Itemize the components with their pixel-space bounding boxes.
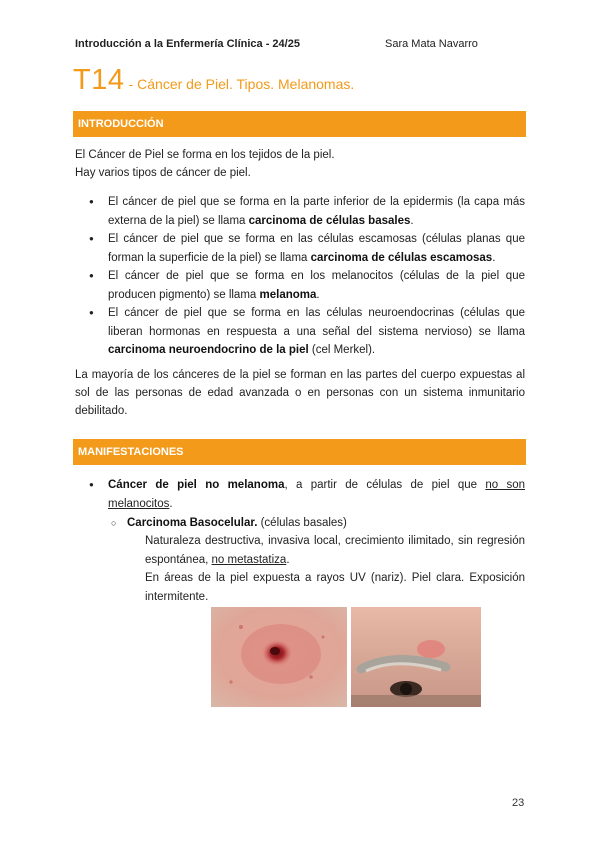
intro-bullet-list (75, 193, 525, 360)
list-item: ● El cáncer de piel que se forma en las células neuroendocrinas (células que liberan hormonas en respuesta a una señal del sistema nervioso) se llama carcinoma neuroendocrino de la piel (cel Merkel). (75, 304, 525, 360)
intro-line-1: El Cáncer de Piel se forma en los tejidos de la piel. (75, 149, 335, 161)
sub-item-basal-cell: ○ Carcinoma Basocelular. (células basales) (127, 514, 525, 533)
list-item: ● El cáncer de piel que se forma en la parte inferior de la epidermis (la capa más externa de la piel) se llama carcinoma de células basales. (75, 193, 525, 230)
list-item: ● El cáncer de piel que se forma en las células escamosas (células planas que forman la superficie de la piel) se llama carcinoma de células escamosas. (75, 230, 525, 267)
topic-title (73, 64, 354, 97)
section-heading-manifestations: MANIFESTACIONES (73, 439, 526, 465)
manifest-bullet-list (75, 476, 525, 513)
lesion-photo-cheek (211, 607, 347, 707)
page-number: 23 (512, 797, 525, 809)
intro-closing-paragraph: La mayoría de los cánceres de la piel se forman en las partes del cuerpo expuestas al sol de las personas de edad avanzada o en personas con un sistema inmunitario debilitado. (75, 369, 525, 417)
page-header (75, 38, 520, 50)
list-item: ● Cáncer de piel no melanoma, a partir de células de piel que no son melanocitos. (75, 476, 525, 513)
lesion-photo-eyebrow (351, 607, 481, 707)
author-name: Sara Mata Navarro (385, 38, 478, 50)
basal-cell-description: Naturaleza destructiva, invasiva local, crecimiento ilimitado, sin regresión espontánea, no metastatiza. (145, 535, 525, 566)
topic-subtitle: Cáncer de Piel. Tipos. Melanomas. (137, 76, 355, 92)
title-separator: - (128, 76, 134, 92)
hollow-bullet-icon: ○ (111, 518, 117, 528)
section-heading-introduction: INTRODUCCIÓN (73, 111, 526, 137)
list-item: ● El cáncer de piel que se forma en los melanocitos (células de la piel que producen pigmento) se llama melanoma. (75, 267, 525, 304)
basal-cell-exposure: En áreas de la piel expuesta a rayos UV (nariz). Piel clara. Exposición intermitente. (145, 572, 525, 603)
course-title: Introducción a la Enfermería Clínica - 24/25 (75, 38, 300, 50)
topic-number: T14 (73, 64, 125, 96)
intro-line-2: Hay varios tipos de cáncer de piel. (75, 167, 251, 179)
